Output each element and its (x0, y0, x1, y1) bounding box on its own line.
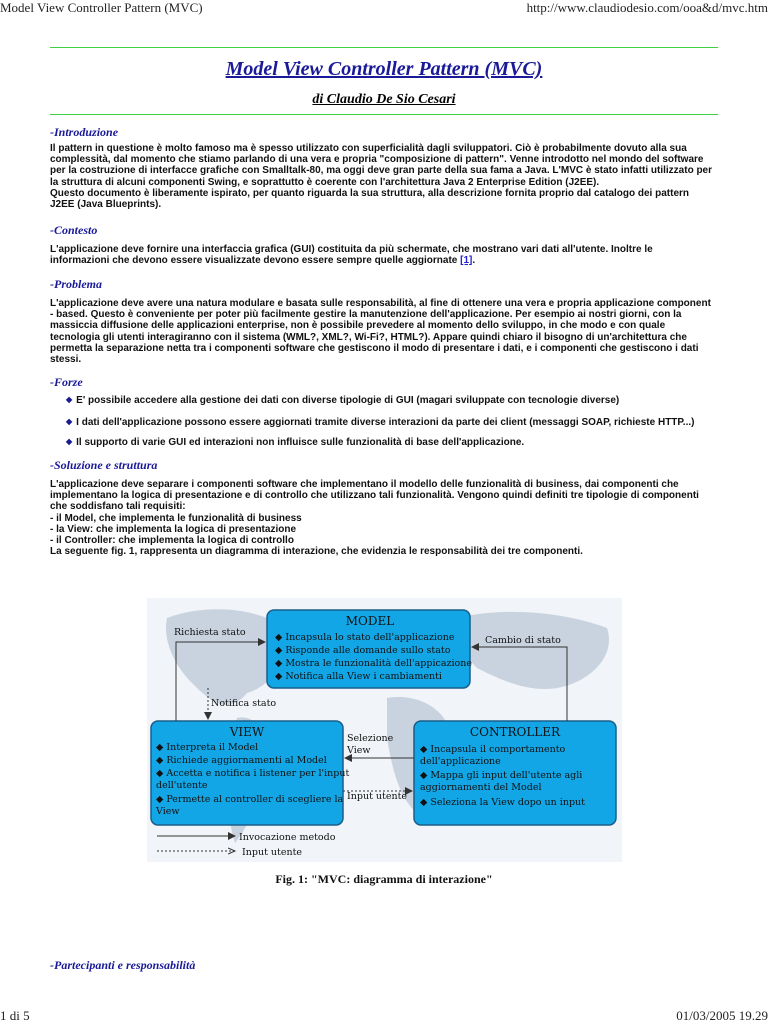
controller-line: ◆ Seleziona la View dopo un input (420, 797, 585, 808)
heading-contesto: -Contesto (50, 223, 98, 237)
heading-introduzione: -Introduzione (50, 125, 119, 139)
controller-line: dell'applicazione (420, 756, 501, 767)
legend-input: Input utente (242, 847, 303, 858)
label-notifica-stato: Notifica stato (211, 698, 277, 709)
view-line: View (156, 806, 180, 817)
controller-title: CONTROLLER (469, 725, 561, 739)
label-richiesta-stato: Richiesta stato (174, 627, 246, 638)
view-title: VIEW (229, 725, 265, 739)
model-item: ◆ Risponde alle domande sullo stato (275, 645, 451, 656)
heading-soluzione: -Soluzione e struttura (50, 458, 158, 472)
header-url: http://www.claudiodesio.com/ooa&d/mvc.htm (526, 0, 768, 15)
print-date: 01/03/2005 19.29 (676, 1008, 768, 1023)
page-title: Model View Controller Pattern (MVC) (225, 58, 543, 80)
list-item: ◆ Il supporto di varie GUI ed interazioni non influisce sulle funzionalità di base dell'applicazione. (66, 437, 525, 448)
label-selezione: Selezione (347, 733, 394, 744)
mvc-diagram (147, 598, 622, 862)
controller-line: aggiornamenti del Model (420, 782, 542, 793)
controller-line: ◆ Incapsula il comportamento (420, 744, 566, 755)
contesto-text: L'applicazione deve fornire una interfaccia grafica (GUI) costituita da più schermate, che mostrano vari dati all'utente. Inoltre le informazioni che devono essere visualizzate devono essere sempre quelle aggiornate (50, 244, 653, 267)
paragraph-soluzione: L'applicazione deve separare i componenti software che implementano il modello delle funzionalità di business, dai componenti che implementano la logica di presentazione e di controllo che utilizzano tali funzionalità. Vengono quindi definiti tre tipologie di componenti che soddisfano tali requisiti: - il Model, che implementa le funzionalità di business - la View: che implementa la logica di presentazione - il Controller: che implementa la logica di controllo La seguente fig. 1, rappresenta un diagramma di interazione, che evidenzia le responsabilità dei tre componenti. (50, 479, 699, 558)
contesto-after: . (472, 255, 476, 267)
header-title: Model View Controller Pattern (MVC) (0, 0, 203, 15)
heading-partecipanti: -Partecipanti e responsabilità (50, 958, 196, 972)
figure-caption: Fig. 1: "MVC: diagramma di interazione" (275, 872, 493, 886)
list-item: ◆ I dati dell'applicazione possono essere aggiornati tramite diverse interazioni da parte dei client (messaggi SOAP, richieste HTTP...) (66, 417, 695, 428)
title-rule (50, 114, 718, 115)
controller-line: ◆ Mappa gli input dell'utente agli (420, 770, 583, 781)
top-rule (50, 47, 718, 48)
page-number: 1 di 5 (0, 1008, 30, 1023)
legend-invocazione: Invocazione metodo (239, 832, 336, 843)
heading-forze: -Forze (50, 375, 83, 389)
paragraph-introduzione: Il pattern in questione è molto famoso ma è spesso utilizzato con superficialità dagli sviluppatori. Ciò è probabilmente dovuto alla sua complessità, dal momento che stiamo parlando di una vera e propria "composizione di pattern". Venne introdotto nel mondo del software per la costruzione di interfacce grafiche con Smalltalk-80, ma oggi deve gran parte della sua fama a Java. L'MVC è stato infatti utilizzato per la struttura di alcuni componenti Swing, e soprattutto è coerente con l'architettura Java 2 Enterprise Edition (J2EE). Questo documento è liberamente ispirato, per quanto riguarda la sua struttura, alla descrizione fornita proprio dal catalogo dei pattern J2EE (Java Blueprints). (50, 143, 713, 211)
view-line: ◆ Richiede aggiornamenti al Model (156, 755, 327, 766)
label-cambio-stato: Cambio di stato (485, 635, 561, 646)
label-view: View (347, 745, 371, 756)
view-line: dell'utente (156, 780, 208, 791)
model-item: ◆ Incapsula lo stato dell'applicazione (275, 632, 455, 643)
paragraph-contesto (50, 244, 718, 266)
model-item: ◆ Notifica alla View i cambiamenti (275, 671, 442, 682)
author: di Claudio De Sio Cesari (312, 92, 456, 107)
view-line: ◆ Permette al controller di scegliere la (156, 794, 344, 805)
view-line: ◆ Accetta e notifica i listener per l'input (156, 768, 350, 779)
label-input-utente: Input utente (347, 791, 408, 802)
bullet-icon: ◆ (66, 417, 73, 426)
list-item: ◆ E' possibile accedere alla gestione dei dati con diverse tipologie di GUI (magari sviluppate con tecnologie diverse) (66, 395, 620, 406)
model-item: ◆ Mostra le funzionalità dell'appicazione (275, 658, 472, 669)
paragraph-problema: L'applicazione deve avere una natura modulare e basata sulle responsabilità, al fine di ottenere una vera e propria applicazione component - based. Questo è conveniente per poter più facilmente gestire la manutenzione dell'applicazione. Per esempio ai nostri giorni, con la massiccia diffusione delle applicazioni enterprise, non è possibile prevedere al momento dello sviluppo, in che modo e con quale tecnologia gli utenti interagiranno con il sistema (WML?, XML?, Wi-Fi?, HTML?). Appare quindi chiaro il bisogno di un'architettura che permetta la separazione netta tra i componenti software che gestiscono il modo di presentare i dati, e i componenti che gestiscono i dati stessi. (50, 298, 711, 366)
bullet-icon: ◆ (66, 437, 73, 446)
model-title: MODEL (345, 614, 395, 628)
view-line: ◆ Interpreta il Model (156, 742, 259, 753)
heading-problema: -Problema (50, 277, 102, 291)
bullet-icon: ◆ (66, 395, 73, 404)
reference-link[interactable]: [1] (460, 255, 473, 267)
